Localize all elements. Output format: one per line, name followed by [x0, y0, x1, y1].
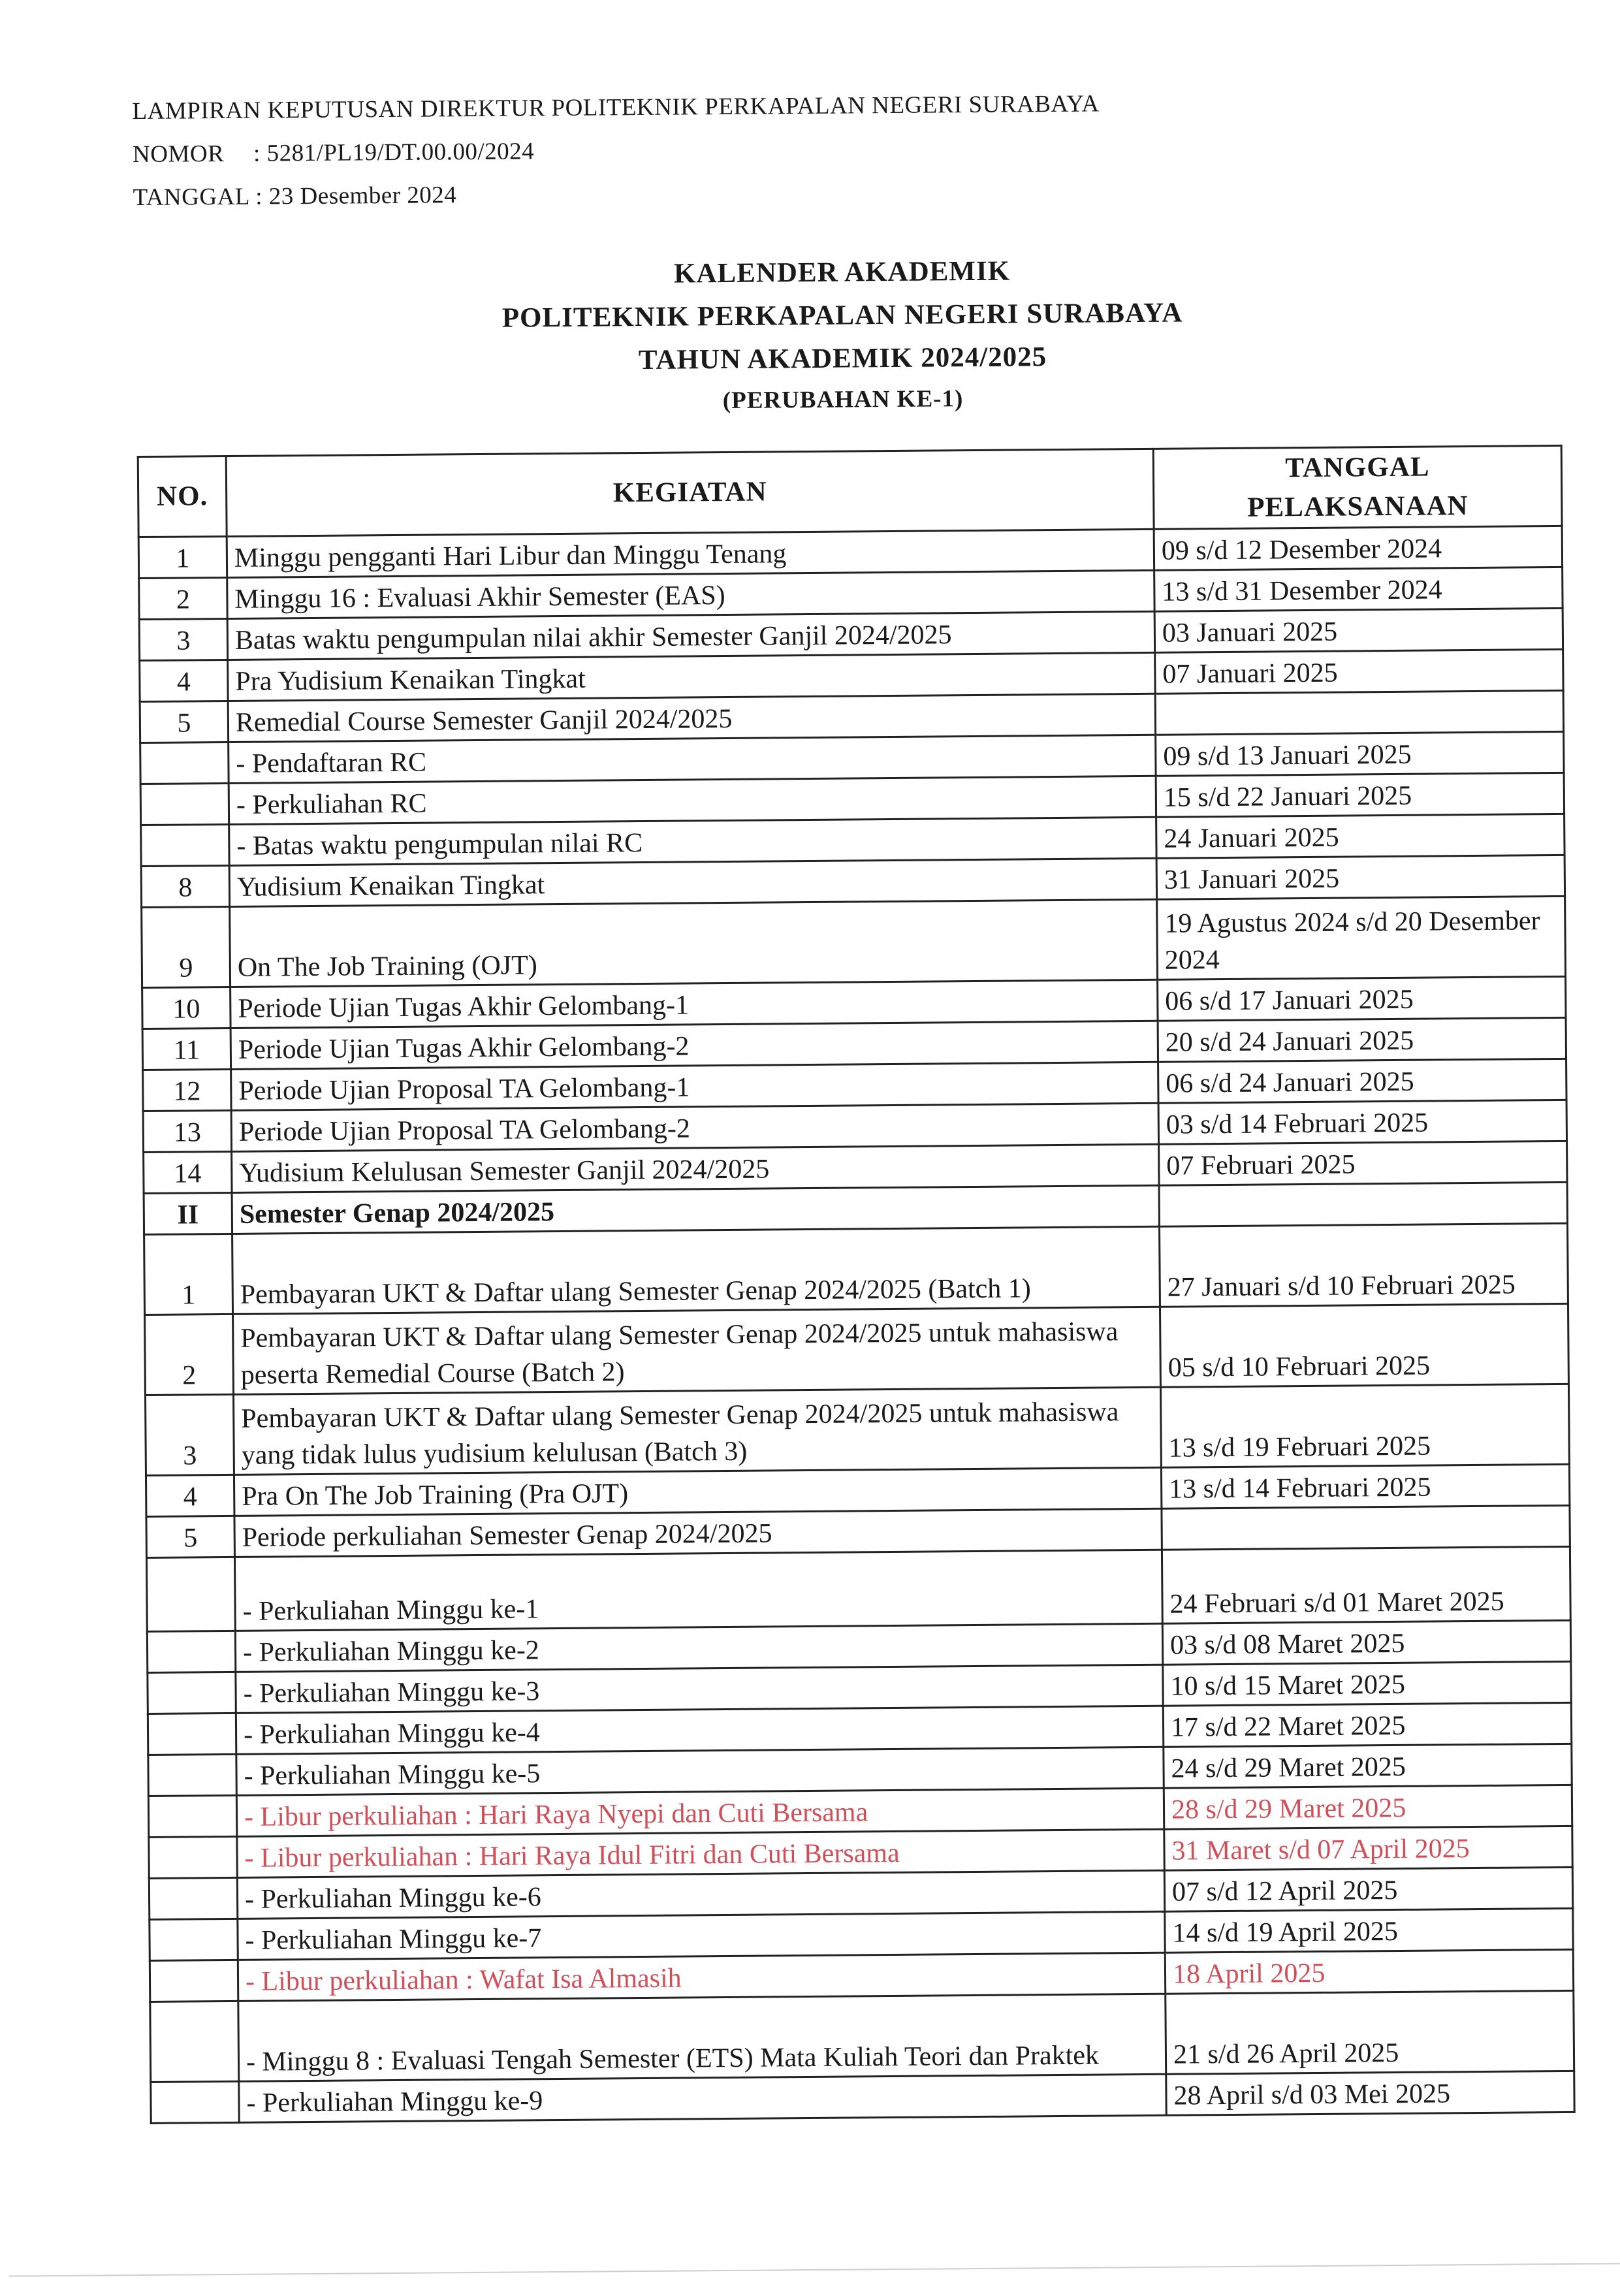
activity-cell: Yudisium Kenaikan Tingkat	[229, 858, 1156, 906]
tanggal-value: : 23 Desember 2024	[255, 182, 457, 210]
row-number: 8	[141, 865, 229, 907]
activity-cell: Periode perkuliahan Semester Genap 2024/2025	[234, 1508, 1162, 1557]
table-row	[144, 1223, 1568, 1315]
activity-cell: - Perkuliahan Minggu ke-4	[236, 1706, 1163, 1754]
table-row	[146, 1546, 1570, 1631]
header-kegiatan: KEGIATAN	[226, 449, 1154, 536]
row-number: 9	[142, 906, 230, 987]
date-cell: 06 s/d 24 Januari 2025	[1158, 1059, 1566, 1103]
activity-cell: - Minggu 8 : Evaluasi Tengah Semester (ETS) Mata Kuliah Teori dan Praktek	[238, 1994, 1166, 2081]
date-cell	[1155, 690, 1563, 735]
row-number	[140, 742, 229, 784]
row-number	[151, 2081, 239, 2123]
activity-cell: Pembayaran UKT & Daftar ulang Semester Genap 2024/2025 untuk mahasiswa yang tidak lulus yudisium kelulusan (Batch 3)	[234, 1387, 1162, 1475]
row-number: 1	[138, 536, 227, 578]
header-tanggal	[1153, 445, 1562, 529]
activity-cell: Periode Ujian Tugas Akhir Gelombang-1	[230, 980, 1158, 1028]
row-number	[149, 1836, 237, 1878]
table-row	[150, 1990, 1574, 2082]
activity-cell: - Libur perkuliahan : Wafat Isa Almasih	[238, 1953, 1165, 2001]
row-number: 4	[140, 660, 228, 701]
date-cell: 20 s/d 24 Januari 2025	[1158, 1017, 1566, 1062]
activity-cell: Periode Ujian Proposal TA Gelombang-2	[231, 1103, 1158, 1151]
tanggal-label: TANGGAL	[133, 183, 249, 212]
nomor-label: NOMOR	[132, 140, 225, 168]
date-cell: 03 Januari 2025	[1154, 608, 1563, 652]
date-cell: 05 s/d 10 Februari 2025	[1160, 1303, 1568, 1387]
activity-cell: Periode Ujian Tugas Akhir Gelombang-2	[230, 1021, 1158, 1069]
row-number	[141, 824, 229, 866]
date-cell	[1162, 1505, 1570, 1550]
row-number: 5	[140, 701, 228, 742]
table-header-row	[138, 445, 1562, 537]
activity-cell: Semester Genap 2024/2025	[232, 1185, 1159, 1234]
row-number: 14	[144, 1151, 232, 1193]
table-row	[146, 1384, 1570, 1475]
header-no: NO.	[138, 456, 227, 537]
date-cell: 18 April 2025	[1165, 1949, 1573, 1994]
header-tanggal-line-2: PELAKSANAAN	[1247, 490, 1469, 523]
row-number: 12	[143, 1069, 231, 1111]
date-cell: 31 Januari 2025	[1156, 855, 1564, 899]
table-row	[142, 896, 1566, 987]
date-cell: 10 s/d 15 Maret 2025	[1163, 1661, 1571, 1706]
activity-cell: Remedial Course Semester Ganjil 2024/2025	[228, 694, 1155, 742]
date-cell: 13 s/d 14 Februari 2025	[1161, 1464, 1569, 1508]
row-number: 10	[142, 987, 230, 1028]
row-number	[150, 2001, 239, 2082]
activity-cell: - Perkuliahan Minggu ke-9	[239, 2074, 1166, 2122]
row-number: 3	[139, 618, 227, 660]
decree-attachment-line: LAMPIRAN KEPUTUSAN DIREKTUR POLITEKNIK PERKAPALAN NEGERI SURABAYA	[132, 90, 1100, 125]
decree-date-line	[133, 168, 1100, 219]
date-cell: 21 s/d 26 April 2025	[1166, 1990, 1574, 2074]
table-body	[138, 526, 1574, 2123]
date-cell: 14 s/d 19 April 2025	[1165, 1908, 1573, 1953]
date-cell: 13 s/d 31 Desember 2024	[1154, 567, 1563, 611]
activity-cell: - Perkuliahan Minggu ke-6	[237, 1870, 1164, 1919]
date-cell: 19 Agustus 2024 s/d 20 Desember 2024	[1157, 896, 1566, 980]
activity-cell: - Perkuliahan Minggu ke-7	[238, 1911, 1165, 1960]
date-cell: 06 s/d 17 Januari 2025	[1158, 976, 1566, 1021]
activity-cell: - Libur perkuliahan : Hari Raya Nyepi dan Cuti Bersama	[236, 1788, 1164, 1836]
date-cell: 27 Januari s/d 10 Februari 2025	[1160, 1223, 1568, 1307]
date-cell: 24 s/d 29 Maret 2025	[1164, 1744, 1572, 1788]
date-cell: 24 Februari s/d 01 Maret 2025	[1162, 1546, 1570, 1623]
activity-cell: Minggu pengganti Hari Libur dan Minggu Tenang	[227, 529, 1154, 577]
date-cell: 07 Januari 2025	[1155, 649, 1563, 694]
date-cell: 09 s/d 13 Januari 2025	[1156, 731, 1564, 776]
row-number	[149, 1877, 237, 1919]
activity-cell: Yudisium Kelulusan Semester Ganjil 2024/2025	[232, 1144, 1159, 1192]
activity-cell: Pembayaran UKT & Daftar ulang Semester Genap 2024/2025 untuk mahasiswa peserta Remedial Course (Batch 2)	[233, 1307, 1161, 1394]
title-line-1: KALENDER AKADEMIK	[673, 255, 1011, 289]
row-number	[147, 1631, 235, 1672]
activity-cell: Pra On The Job Training (Pra OJT)	[234, 1467, 1161, 1516]
date-cell: 28 April s/d 03 Mei 2025	[1166, 2071, 1574, 2115]
row-number: 13	[143, 1110, 231, 1152]
row-number: 3	[146, 1394, 234, 1475]
row-number	[150, 1960, 238, 2001]
row-number: 11	[142, 1028, 230, 1070]
date-cell: 24 Januari 2025	[1156, 814, 1564, 858]
activity-cell: Pra Yudisium Kenaikan Tingkat	[228, 652, 1155, 701]
row-number: 2	[145, 1314, 234, 1395]
decree-number-line	[133, 125, 1100, 176]
activity-cell: On The Job Training (OJT)	[230, 899, 1158, 987]
row-number: 4	[146, 1475, 234, 1516]
date-cell: 03 s/d 14 Februari 2025	[1158, 1100, 1566, 1144]
row-number	[140, 783, 229, 825]
date-cell: 17 s/d 22 Maret 2025	[1163, 1702, 1571, 1747]
activity-cell: - Perkuliahan Minggu ke-5	[236, 1747, 1164, 1795]
activity-cell: Minggu 16 : Evaluasi Akhir Semester (EAS)	[227, 570, 1154, 618]
row-number	[148, 1713, 236, 1755]
date-cell: 07 Februari 2025	[1159, 1141, 1567, 1185]
title-line-2: POLITEKNIK PERKAPALAN NEGERI SURABAYA	[501, 297, 1183, 334]
activity-cell: - Perkuliahan RC	[229, 776, 1156, 824]
activity-cell: - Perkuliahan Minggu ke-1	[234, 1550, 1162, 1631]
activity-cell: Pembayaran UKT & Daftar ulang Semester Genap 2024/2025 (Batch 1)	[232, 1226, 1160, 1314]
header-tanggal-line-1: TANGGAL	[1285, 451, 1430, 484]
row-number: 2	[139, 577, 227, 619]
row-number: II	[144, 1192, 232, 1234]
date-cell: 03 s/d 08 Maret 2025	[1162, 1620, 1570, 1665]
row-number: 1	[144, 1234, 233, 1315]
row-number	[148, 1754, 236, 1796]
decree-header	[132, 82, 1100, 219]
title-line-4: (PERUBAHAN KE-1)	[722, 385, 964, 415]
nomor-value: : 5281/PL19/DT.00.00/2024	[253, 138, 535, 167]
table-row	[145, 1303, 1569, 1395]
date-cell: 09 s/d 12 Desember 2024	[1154, 526, 1562, 570]
date-cell	[1159, 1182, 1567, 1226]
date-cell: 28 s/d 29 Maret 2025	[1164, 1785, 1572, 1829]
date-cell: 31 Maret s/d 07 April 2025	[1164, 1826, 1572, 1870]
date-cell: 15 s/d 22 Januari 2025	[1156, 773, 1564, 817]
row-number	[146, 1557, 235, 1631]
activity-cell: - Perkuliahan Minggu ke-2	[235, 1623, 1162, 1672]
academic-calendar-table	[137, 445, 1576, 2124]
row-number	[148, 1672, 236, 1714]
row-number	[150, 1919, 238, 1960]
activity-cell: - Perkuliahan Minggu ke-3	[236, 1665, 1163, 1713]
document-title	[0, 244, 1620, 426]
date-cell: 07 s/d 12 April 2025	[1164, 1867, 1572, 1911]
activity-cell: Periode Ujian Proposal TA Gelombang-1	[231, 1062, 1158, 1110]
title-line-3: TAHUN AKADEMIK 2024/2025	[638, 342, 1047, 376]
date-cell: 13 s/d 19 Februari 2025	[1160, 1384, 1569, 1467]
activity-cell: - Batas waktu pengumpulan nilai RC	[229, 817, 1156, 865]
activity-cell: - Libur perkuliahan : Hari Raya Idul Fitri dan Cuti Bersama	[237, 1829, 1164, 1877]
row-number	[148, 1795, 236, 1837]
activity-cell: Batas waktu pengumpulan nilai akhir Semester Ganjil 2024/2025	[227, 611, 1154, 660]
row-number: 5	[146, 1516, 234, 1557]
page-bottom-rule	[9, 2263, 1620, 2276]
activity-cell: - Pendaftaran RC	[229, 735, 1156, 783]
